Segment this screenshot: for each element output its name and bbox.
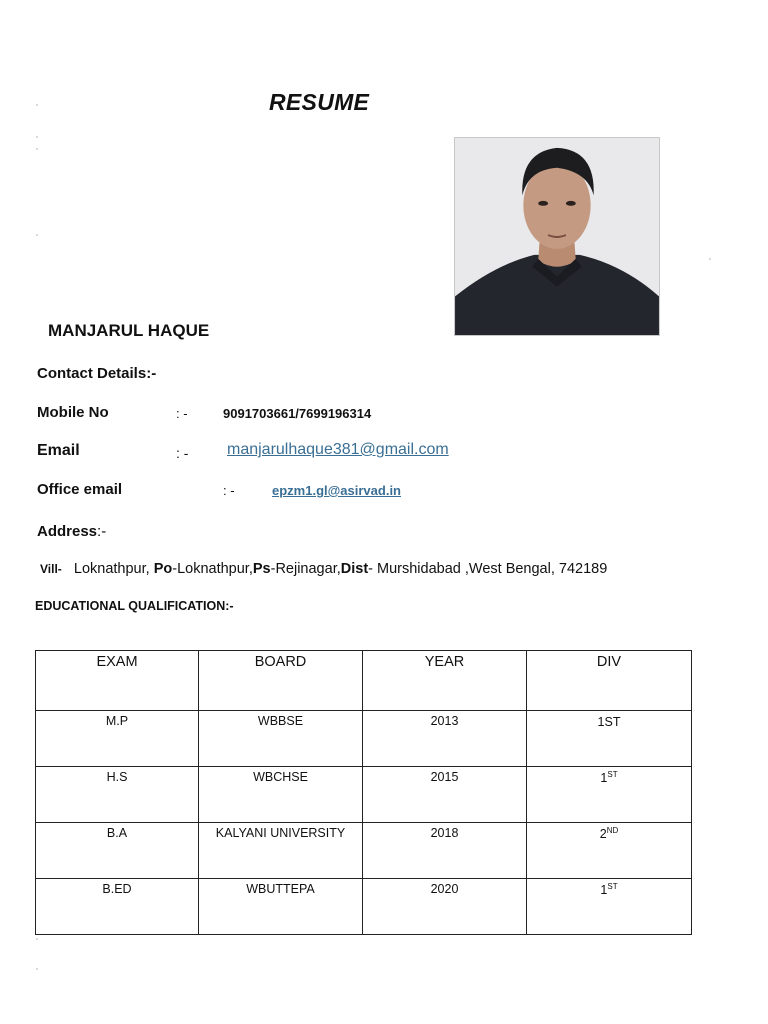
year-cell: 2020 xyxy=(363,879,527,935)
year-cell: 2015 xyxy=(363,767,527,823)
exam-cell: B.A xyxy=(36,823,199,879)
exam-cell: M.P xyxy=(36,711,199,767)
table-row xyxy=(36,823,692,879)
candidate-name: MANJARUL HAQUE xyxy=(48,321,210,340)
board-cell: WBBSE xyxy=(199,711,363,767)
exam-cell: B.ED xyxy=(36,879,199,935)
scan-speck xyxy=(36,968,38,970)
education-table xyxy=(35,650,692,935)
year-cell: 2013 xyxy=(363,711,527,767)
exam-cell: H.S xyxy=(36,767,199,823)
div-cell: 2ND xyxy=(527,823,692,879)
vill-label: Vill- xyxy=(40,562,62,576)
scan-speck xyxy=(36,136,38,138)
mobile-label: Mobile No xyxy=(37,404,109,421)
resume-title: RESUME xyxy=(269,89,370,115)
contact-heading: Contact Details:- xyxy=(37,365,157,382)
column-header-exam: EXAM xyxy=(36,651,199,711)
scan-speck xyxy=(709,258,711,260)
office-email-label: Office email xyxy=(37,481,123,498)
table-row xyxy=(36,767,692,823)
scan-speck xyxy=(36,104,38,106)
div-cell: 1ST xyxy=(527,767,692,823)
table-header-row xyxy=(36,651,692,711)
profile-photo xyxy=(454,137,660,336)
email-link[interactable]: manjarulhaque381@gmail.com xyxy=(227,441,449,458)
year-cell: 2018 xyxy=(363,823,527,879)
email-label: Email xyxy=(37,442,80,459)
email-separator: : - xyxy=(176,445,189,461)
office-email-link[interactable]: epzm1.gl@asirvad.in xyxy=(272,483,401,498)
board-cell: KALYANI UNIVERSITY xyxy=(199,823,363,879)
scan-speck xyxy=(36,234,38,236)
board-cell: WBUTTEPA xyxy=(199,879,363,935)
table-row xyxy=(36,879,692,935)
scan-speck xyxy=(36,938,38,940)
column-header-board: BOARD xyxy=(199,651,363,711)
scan-speck xyxy=(36,148,38,150)
div-cell: 1ST xyxy=(527,711,692,767)
address-line: Vill- Loknathpur, Po-Loknathpur,Ps-Rejinagar,Dist- Murshidabad ,West Bengal, 742189 xyxy=(40,561,608,577)
mobile-separator: : - xyxy=(176,406,188,421)
mobile-value: 9091703661/7699196314 xyxy=(223,406,372,421)
office-email-separator: : - xyxy=(223,483,235,498)
table-row xyxy=(36,711,692,767)
board-cell: WBCHSE xyxy=(199,767,363,823)
column-header-year: YEAR xyxy=(363,651,527,711)
div-cell: 1ST xyxy=(527,879,692,935)
column-header-div: DIV xyxy=(527,651,692,711)
address-heading: Address:- xyxy=(37,523,107,540)
education-heading: EDUCATIONAL QUALIFICATION:- xyxy=(35,599,234,613)
